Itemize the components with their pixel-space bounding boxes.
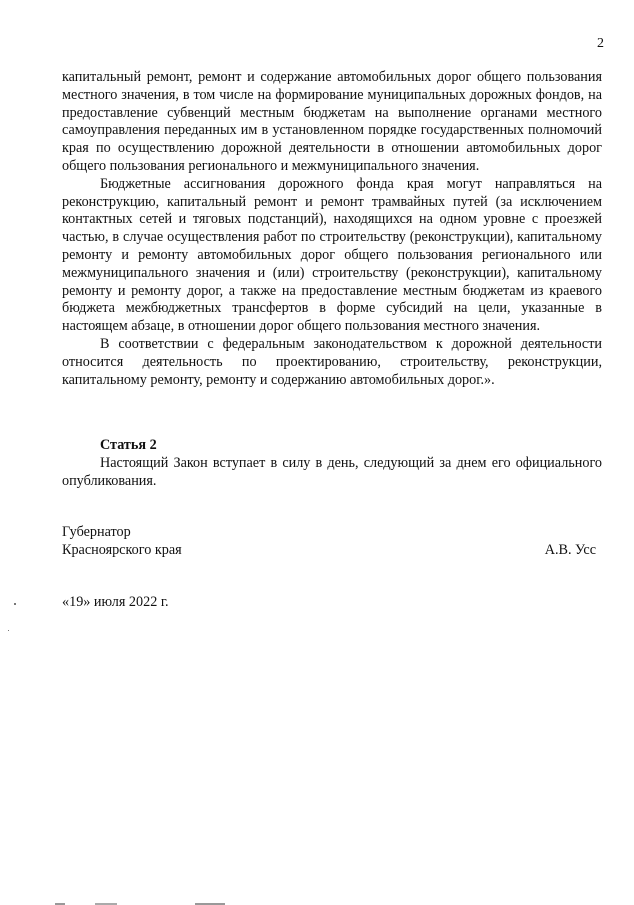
signer-position-line-2: Красноярского края [62, 541, 182, 558]
scan-speck [8, 630, 9, 631]
signer-position [62, 524, 182, 560]
paragraph-continuation: капитальный ремонт, ремонт и содержание автомобильных дорог общего пользования местного значения, в том числе на формирование муниципальных дорожных фондов, на предоставление субвенций местным бюджетам на выполнение органами местного самоуправления переданных им в установленном порядке государственных полномочий края по осуществлению дорожной деятельности в отношении автомобильных дорог общего пользования регионального и межмуниципального значения. [62, 69, 602, 174]
signer-name: А.В. Усс [544, 542, 596, 558]
paragraph-budget-allocations: Бюджетные ассигнования дорожного фонда края могут направляться на реконструкцию, капитальный ремонт и ремонт трамвайных путей (за исключением контактных сетей и тяговых подстанций), находящихся на одном уровне с проезжей частью, в случае осуществления работ по строительству (реконструкции), капитальному ремонту и ремонту автомобильных дорог общего пользования регионального или межмуниципального значения и (или) строительству (реконструкции), капитальному ремонту и ремонту дорог, а также на предоставление местным бюджетам из краевого бюджета межбюджетных трансфертов в форме субсидий на цели, указанные в настоящем абзаце, в отношении дорог общего пользования местного значения. [62, 175, 602, 335]
article-text: Настоящий Закон вступает в силу в день, следующий за днем его официального опубликования. [62, 455, 602, 489]
paragraph-road-activity: В соответствии с федеральным законодательством к дорожной деятельности относится деятельность по проектированию, строительству, реконструкции, капитальному ремонту, ремонту и содержанию автомобильных дорог.». [62, 335, 602, 388]
scan-speck [14, 603, 16, 605]
signing-date: «19» июля 2022 г. [62, 594, 169, 610]
scan-edge-marks [55, 901, 255, 905]
article-title: Статья 2 [100, 437, 157, 453]
page-number: 2 [597, 36, 604, 51]
law-text [62, 69, 602, 389]
signer-position-line-1: Губернатор [62, 524, 131, 540]
